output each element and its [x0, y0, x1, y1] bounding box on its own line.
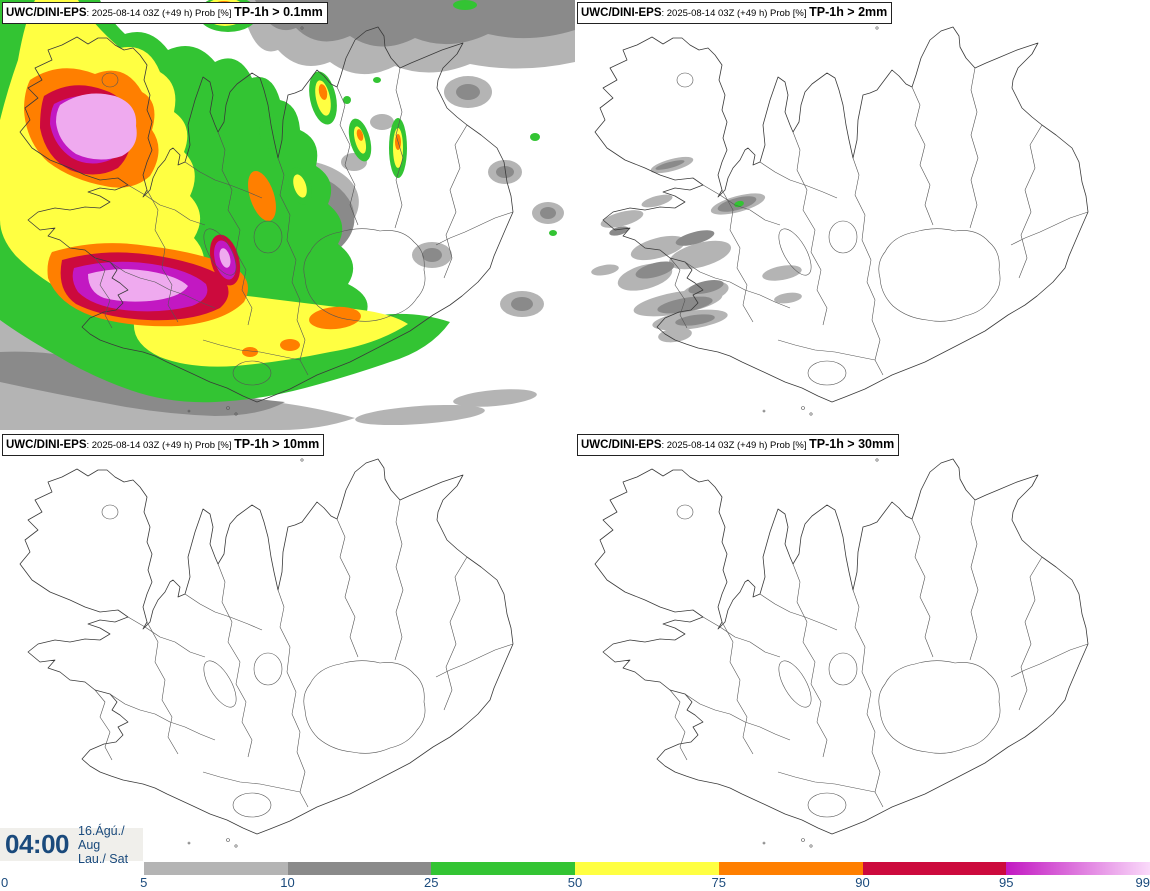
model-name: UWC/DINI-EPS: [6, 439, 87, 451]
probability-overlay: [0, 0, 575, 430]
probability-colorbar: [0, 862, 1150, 875]
legend-tick-90: 90: [855, 875, 870, 890]
legend-segment-5-10: [144, 862, 288, 875]
legend-tick-25: 25: [424, 875, 439, 890]
iceland-map: [0, 432, 575, 862]
clock-date-day: Lau./ Sat: [78, 851, 129, 866]
panel-tp-30mm: [575, 432, 1150, 862]
run-info: : 2025-08-14 03Z (+49 h) Prob [%]: [661, 440, 810, 451]
threshold-label: TP-1h > 2mm: [809, 5, 888, 19]
legend-tick-99: 99: [1135, 875, 1150, 890]
panel-title: [577, 2, 892, 24]
run-info: : 2025-08-14 03Z (+49 h) Prob [%]: [86, 440, 235, 451]
threshold-label: TP-1h > 30mm: [809, 437, 895, 451]
iceland-map: [575, 432, 1150, 862]
legend-segment-90-95: [863, 862, 1007, 875]
legend-tick-50: 50: [567, 875, 583, 890]
legend-tick-75: 75: [711, 875, 726, 890]
threshold-label: TP-1h > 10mm: [234, 437, 320, 451]
probability-legend: [0, 862, 1150, 891]
legend-tick-0: 0: [1, 875, 9, 890]
legend-tick-labels: [0, 875, 1150, 891]
panel-title: [2, 434, 324, 456]
run-info: : 2025-08-14 03Z (+49 h) Prob [%]: [661, 8, 810, 19]
legend-tick-95: 95: [999, 875, 1014, 890]
clock-date-month: 16.Ágú./ Aug: [78, 823, 125, 852]
panel-title: [2, 2, 328, 24]
clock-time: 04:00: [5, 829, 69, 859]
model-name: UWC/DINI-EPS: [581, 7, 662, 19]
legend-tick-10: 10: [280, 875, 295, 890]
legend-segment-95-99: [1006, 862, 1150, 875]
model-name: UWC/DINI-EPS: [581, 439, 662, 451]
model-name: UWC/DINI-EPS: [6, 7, 87, 19]
clock: [0, 823, 143, 866]
iceland-map: [575, 0, 1150, 430]
clock-date: [78, 824, 143, 866]
legend-segment-50-75: [575, 862, 719, 875]
legend-segment-10-25: [288, 862, 432, 875]
legend-segment-25-50: [431, 862, 575, 875]
panel-tp-2mm: [575, 0, 1150, 430]
threshold-label: TP-1h > 0.1mm: [234, 5, 323, 19]
panel-tp-0_1mm: [0, 0, 575, 430]
legend-segment-75-90: [719, 862, 863, 875]
probability-overlay: [590, 154, 803, 345]
legend-tick-5: 5: [140, 875, 148, 890]
run-info: : 2025-08-14 03Z (+49 h) Prob [%]: [86, 8, 235, 19]
panel-tp-10mm: [0, 432, 575, 862]
panel-title: [577, 434, 899, 456]
iceland-map: [0, 0, 575, 430]
